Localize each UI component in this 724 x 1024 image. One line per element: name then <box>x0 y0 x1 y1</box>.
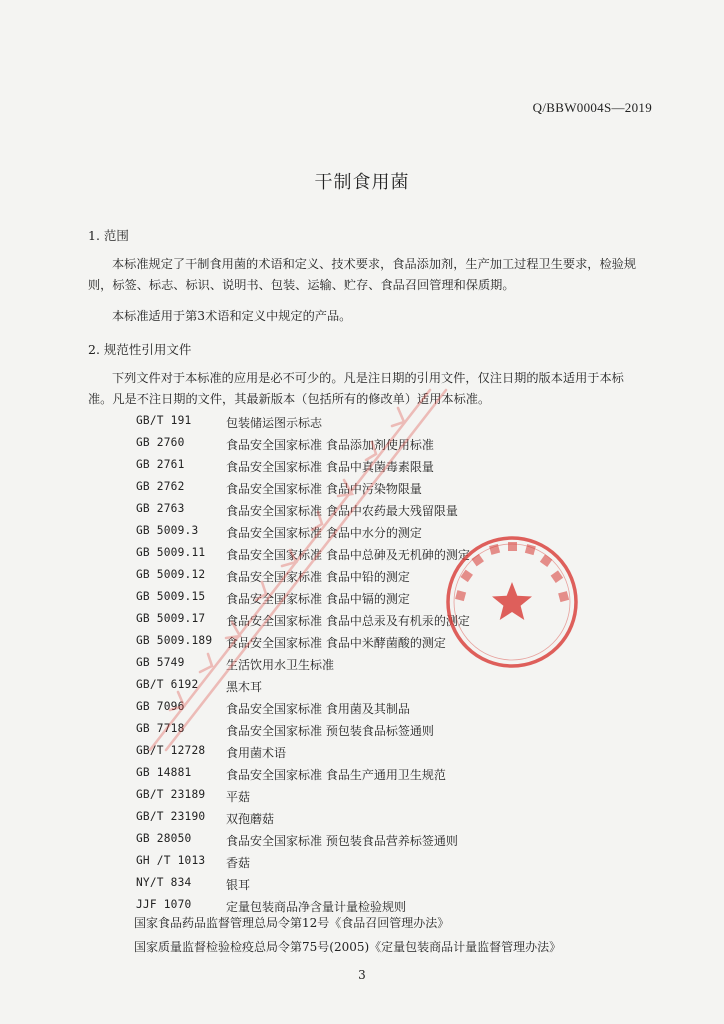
standard-code: Q/BBW0004S—2019 <box>532 100 652 115</box>
reference-title: 食品安全国家标准 预包装食品营养标签通则 <box>226 834 458 848</box>
reference-code: GB 5009.11 <box>136 546 206 559</box>
reference-code: GB 14881 <box>136 766 192 779</box>
reference-code: GB/T 12728 <box>136 744 206 757</box>
document-title: 干制食用菌 <box>314 172 410 193</box>
reference-code: GB 5009.12 <box>136 568 206 581</box>
reference-title: 食品安全国家标准 食品中农药最大残留限量 <box>226 504 458 518</box>
reference-code: GB 28050 <box>136 832 192 845</box>
reference-code: GB/T 6192 <box>136 678 199 691</box>
reference-code: NY/T 834 <box>136 876 192 889</box>
reference-code: GB 2761 <box>136 458 185 471</box>
section-heading-references: 2. 规范性引用文件 <box>88 342 192 357</box>
reference-title: 定量包装商品净含量计量检验规则 <box>226 900 407 914</box>
reference-title: 食品安全国家标准 食品中真菌毒素限量 <box>226 460 434 474</box>
reference-code: JJF 1070 <box>136 898 192 911</box>
extra-reference: 国家食品药品监督管理总局令第12号《食品召回管理办法》 <box>134 916 450 930</box>
reference-title: 食品安全国家标准 预包装食品标签通则 <box>226 724 434 738</box>
reference-code: GB 2760 <box>136 436 185 449</box>
reference-title: 食品安全国家标准 食品生产通用卫生规范 <box>226 768 446 782</box>
extra-reference: 国家质量监督检验检疫总局令第75号(2005)《定量包装商品计量监督管理办法》 <box>134 940 562 954</box>
reference-title: 食品安全国家标准 食品中水分的测定 <box>226 526 422 540</box>
reference-title: 食品安全国家标准 食品中镉的测定 <box>226 592 410 606</box>
reference-code: GB 7096 <box>136 700 185 713</box>
reference-title: 食品安全国家标准 食品中污染物限量 <box>226 482 422 496</box>
reference-code: GB/T 23190 <box>136 810 206 823</box>
reference-title: 双孢蘑菇 <box>226 812 275 826</box>
reference-title: 食品安全国家标准 食用菌及其制品 <box>226 702 410 716</box>
reference-code: GB 5009.189 <box>136 634 213 647</box>
references-intro-text: 下列文件对于本标准的应用是必不可少的。凡是注日期的引用文件，仅注日期的版本适用于本标准。凡是不注日期的文件，其最新版本（包括所有的修改单）适用本标准。 <box>88 371 624 406</box>
reference-code: GH /T 1013 <box>136 854 206 867</box>
company-seal-icon <box>442 532 582 672</box>
scope-paragraph-2 <box>88 306 648 327</box>
reference-code: GB 2763 <box>136 502 185 515</box>
reference-title: 香菇 <box>226 856 251 870</box>
reference-title: 食品安全国家标准 食品中米酵菌酸的测定 <box>226 636 446 650</box>
reference-title: 食品安全国家标准 食品中铅的测定 <box>226 570 410 584</box>
reference-code: GB 5749 <box>136 656 185 669</box>
reference-title: 包装储运图示标志 <box>226 416 323 430</box>
reference-title: 平菇 <box>226 790 251 804</box>
reference-code: GB 7718 <box>136 722 185 735</box>
page-number: 3 <box>358 968 366 982</box>
reference-title: 食用菌术语 <box>226 746 287 760</box>
reference-code: GB 5009.3 <box>136 524 199 537</box>
reference-title: 食品安全国家标准 食品中总汞及有机汞的测定 <box>226 614 470 628</box>
scope-paragraph-2-text: 本标准适用于第3术语和定义中规定的产品。 <box>112 309 352 323</box>
reference-code: GB/T 23189 <box>136 788 206 801</box>
reference-code: GB 5009.15 <box>136 590 206 603</box>
reference-title: 生活饮用水卫生标准 <box>226 658 335 672</box>
section-heading-scope: 1. 范围 <box>88 228 129 243</box>
reference-title: 食品安全国家标准 食品中总砷及无机砷的测定 <box>226 548 470 562</box>
reference-title: 银耳 <box>226 878 251 892</box>
reference-title: 黑木耳 <box>226 680 263 694</box>
scope-paragraph-1-text: 本标准规定了干制食用菌的术语和定义、技术要求，食品添加剂，生产加工过程卫生要求，检验规则，标签、标志、标识、说明书、包装、运输、贮存、食品召回管理和保质期。 <box>88 257 637 292</box>
reference-title: 食品安全国家标准 食品添加剂使用标准 <box>226 438 434 452</box>
reference-code: GB 5009.17 <box>136 612 206 625</box>
reference-code: GB 2762 <box>136 480 185 493</box>
references-intro <box>88 368 648 410</box>
scope-paragraph-1 <box>88 254 648 296</box>
reference-code: GB/T 191 <box>136 414 192 427</box>
